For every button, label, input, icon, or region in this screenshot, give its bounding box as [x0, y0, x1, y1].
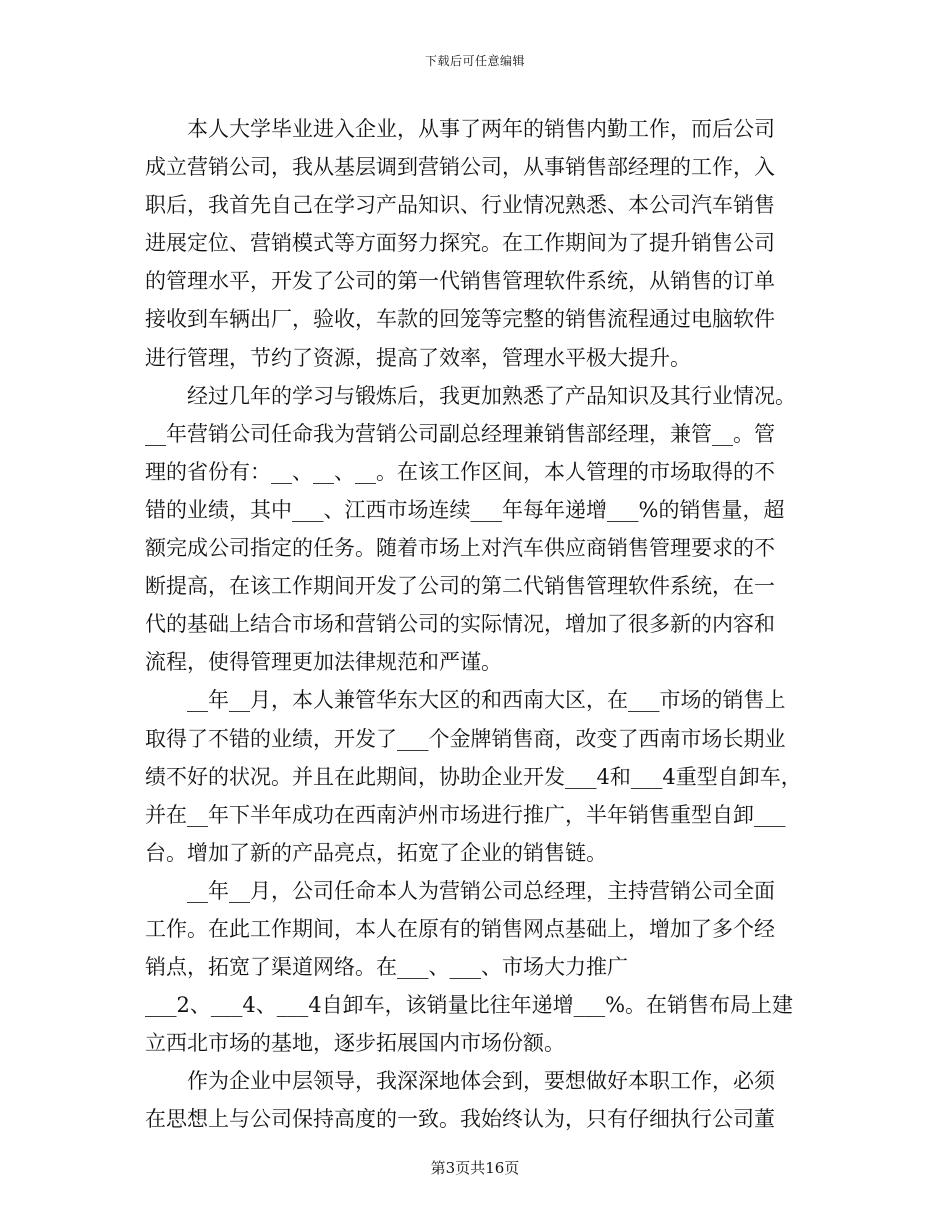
text-line: 错的业绩，其中___、江西市场连续___年每年递增___%的销售量，超: [145, 497, 785, 522]
text-line: 绩不好的状况。并且在此期间，协助企业开发___4和___4重型自卸车，: [145, 764, 802, 789]
text-line: 作为企业中层领导，我深深地体会到，要想做好本职工作，必须: [187, 1069, 775, 1094]
text-line: 额完成公司指定的任务。随着市场上对汽车供应商销售管理要求的不: [145, 536, 775, 561]
text-line: 职后，我首先自己在学习产品知识、行业情况熟悉、本公司汽车销售: [145, 193, 775, 218]
text-line: 工作。在此工作期间，本人在原有的销售网点基础上，增加了多个经: [145, 916, 775, 941]
text-line: 成立营销公司，我从基层调到营销公司，从事销售部经理的工作，入: [145, 155, 775, 180]
text-line: 代的基础上结合市场和营销公司的实际情况，增加了很多新的内容和: [145, 612, 775, 637]
text-line: __年营销公司任命我为营销公司副总经理兼销售部经理，兼管__。管: [145, 421, 775, 446]
text-line: 进展定位、营销模式等方面努力探究。在工作期间为了提升销售公司: [145, 231, 775, 256]
text-line: ___2、___4、___4自卸车，该销量比往年递增___%。在销售布局上建: [145, 993, 794, 1018]
text-line: __年__月，本人兼管华东大区的和西南大区，在___市场的销售上: [187, 688, 786, 713]
text-line: 进行管理，节约了资源，提高了效率，管理水平极大提升。: [145, 345, 691, 370]
text-line: 流程，使得管理更加法律规范和严谨。: [145, 650, 502, 675]
text-line: 立西北市场的基地，逐步拓展国内市场份额。: [145, 1031, 565, 1056]
text-line: 取得了不错的业绩，开发了___个金牌销售商，改变了西南市场长期业: [145, 726, 786, 751]
text-line: 台。增加了新的产品亮点，拓宽了企业的销售链。: [145, 840, 607, 865]
document-body: [145, 110, 817, 1139]
text-line: 销点，拓宽了渠道网络。在___、___、市场大力推广: [145, 955, 628, 980]
text-line: 的管理水平，开发了公司的第一代销售管理软件系统，从销售的订单: [145, 269, 775, 294]
page-footer: 第3页共16页: [430, 1159, 520, 1177]
text-line: __年__月，公司任命本人为营销公司总经理，主持营销公司全面: [187, 878, 775, 903]
text-line: 接收到车辆出厂，验收，车款的回笼等完整的销售流程通过电脑软件: [145, 307, 775, 332]
text-line: 断提高，在该工作期间开发了公司的第二代销售管理软件系统，在一: [145, 574, 775, 599]
page-header: 下载后可任意编辑: [424, 54, 525, 68]
text-line: 并在__年下半年成功在西南泸州市场进行推广，半年销售重型自卸___: [145, 802, 786, 827]
text-line: 在思想上与公司保持高度的一致。我始终认为，只有仔细执行公司董: [145, 1107, 775, 1132]
text-line: 本人大学毕业进入企业，从事了两年的销售内勤工作，而后公司: [187, 117, 775, 141]
text-line: 理的省份有：__、__、__。在该工作区间，本人管理的市场取得的不: [145, 459, 775, 484]
text-line: 经过几年的学习与锻炼后，我更加熟悉了产品知识及其行业情况。: [187, 383, 796, 408]
